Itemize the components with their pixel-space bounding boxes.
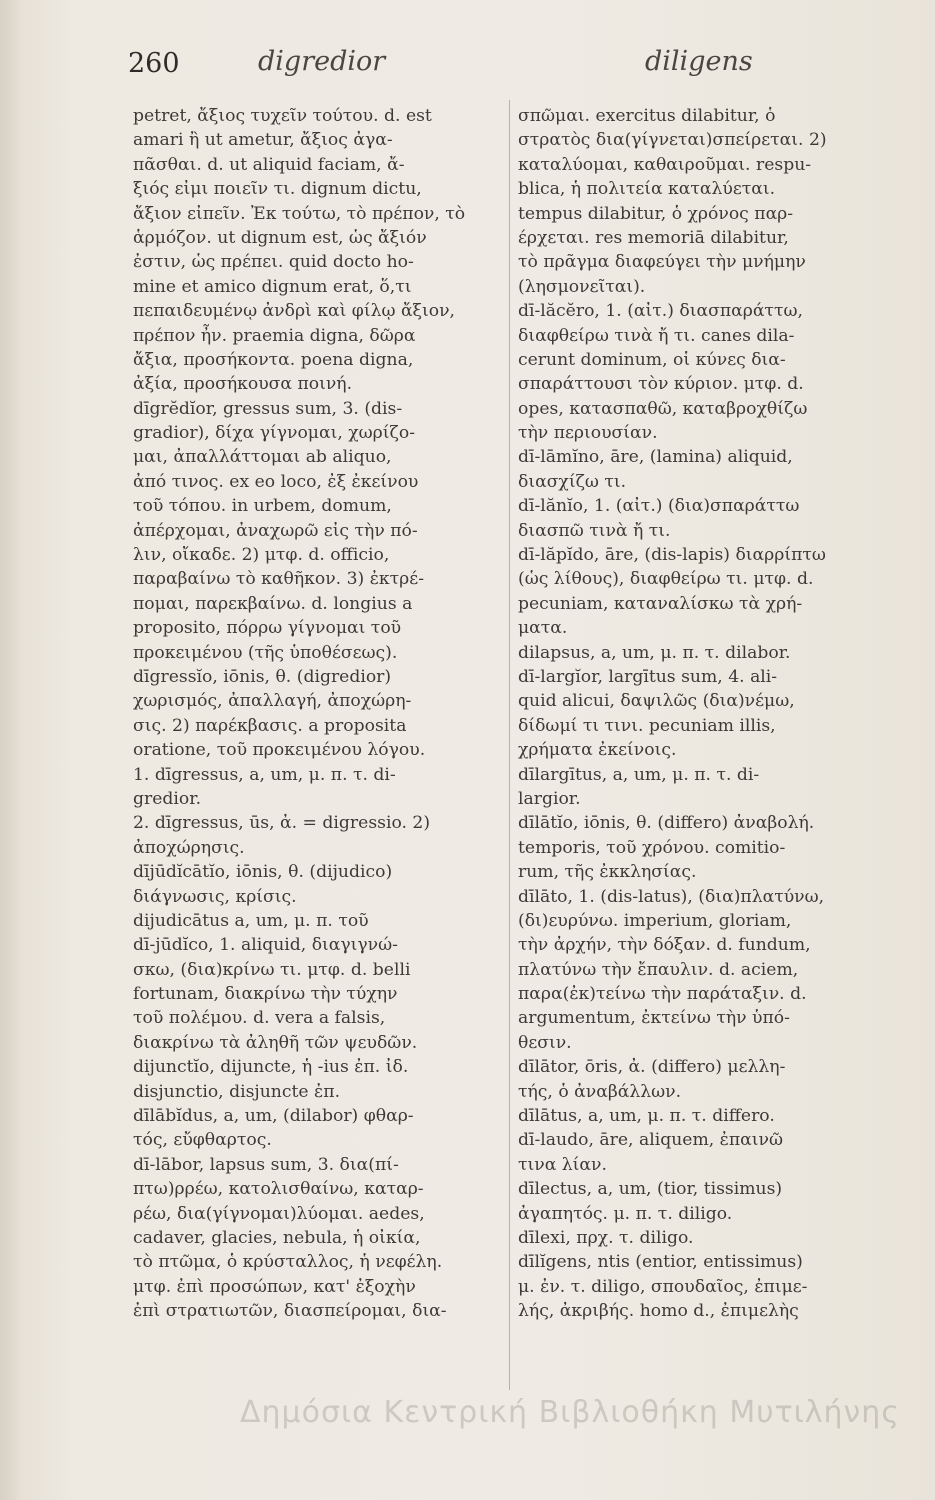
text-line: σις. 2) παρέκβασις. a proposita: [133, 715, 407, 736]
text-line: πομαι, παρεκβαίνω. d. longius a: [133, 593, 413, 614]
running-headword-right: diligens: [645, 46, 753, 77]
text-line: χωρισμός, ἀπαλλαγή, ἀποχώρη-: [133, 691, 412, 712]
text-line: petret, ἄξιος τυχεῖν τούτου. d. est: [133, 106, 432, 126]
text-line: ἄξιον εἰπεῖν. Ἐκ τούτω, τὸ πρέπον, τὸ: [133, 203, 466, 224]
text-line: dīlātus, a, um, μ. π. τ. differo.: [518, 1106, 775, 1127]
text-line: temporis, τοῦ χρόνου. comitio-: [518, 837, 786, 858]
running-headword-left: digredior: [258, 46, 386, 77]
text-line: ἄξια, προσήκοντα. poena digna,: [133, 349, 414, 370]
text-line: tempus dilabitur, ὁ χρόνος παρ-: [518, 203, 794, 224]
text-line: θεσιν.: [518, 1032, 572, 1053]
text-line: χρήματα ἐκείνοις.: [518, 740, 677, 761]
text-line: μ. ἐν. τ. diligo, σπουδαῖος, ἐπιμε-: [518, 1276, 808, 1297]
text-line: dīlargītus, a, um, μ. π. τ. di-: [518, 764, 760, 785]
text-line: dī-lăpĭdo, āre, (dis-lapis) διαρρίπτω: [518, 545, 826, 566]
text-line: dīlābĭdus, a, um, (dilabor) φθαρ-: [133, 1106, 414, 1127]
text-line: disjunctio, disjuncte ἐπ.: [133, 1081, 341, 1102]
text-line: πρέπον ἦν. praemia digna, δῶρα: [133, 325, 416, 346]
text-line: cadaver, glacies, nebula, ἡ οἰκία,: [133, 1227, 421, 1248]
library-watermark: Δημόσια Κεντρική Βιβλιοθήκη Μυτιλήνης: [240, 1395, 900, 1430]
text-line: τινα λίαν.: [518, 1154, 607, 1175]
text-line: dijudicātus a, um, μ. π. τοῦ: [133, 910, 369, 931]
text-line: mine et amico dignum erat, ὅ,τι: [133, 276, 412, 297]
text-line: πεπαιδευμένῳ ἀνδρὶ καὶ φίλῳ ἄξιον,: [133, 301, 456, 322]
text-line: ἐστιν, ὡς πρέπει. quid docto ho-: [133, 252, 414, 273]
text-line: καταλύομαι, καθαιροῦμαι. respu-: [518, 154, 812, 175]
text-line: dilapsus, a, um, μ. π. τ. dilabor.: [518, 642, 791, 663]
text-line: πτω)ρρέω, κατολισθαίνω, καταρ-: [133, 1179, 424, 1200]
text-line: σπῶμαι. exercitus dilabitur, ὁ: [518, 106, 776, 126]
text-line: dīlāto, 1. (dis-latus), (δια)πλατύνω,: [518, 886, 825, 907]
text-line: στρατὸς δια(γίγνεται)σπείρεται. 2): [518, 130, 827, 151]
text-line: dīgressĭo, iōnis, θ. (digredior): [133, 666, 392, 687]
text-line: τοῦ πολέμου. d. vera a falsis,: [133, 1008, 386, 1029]
text-line: τός, εὔφθαρτος.: [133, 1130, 272, 1151]
text-line: opes, κατασπαθῶ, καταβροχθίζω: [518, 398, 808, 419]
column-divider: [509, 100, 510, 1390]
text-line: ξιός εἰμι ποιεῖν τι. dignum dictu,: [133, 179, 422, 200]
text-line: διαφθείρω τινὰ ἤ τι. canes dila-: [518, 325, 795, 346]
text-line: dī-jūdĭco, 1. aliquid, διαγιγνώ-: [133, 935, 398, 956]
text-line: gredior.: [133, 788, 202, 809]
text-line: dī-lāmĭno, āre, (lamina) aliquid,: [518, 447, 793, 468]
text-line: διάγνωσις, κρίσις.: [133, 886, 297, 907]
text-line: (λησμονεῖται).: [518, 276, 646, 297]
text-line: προκειμένου (τῆς ὑποθέσεως).: [133, 642, 398, 663]
text-line: τοῦ τόπου. in urbem, domum,: [133, 496, 392, 517]
text-line: ἀποχώρησις.: [133, 837, 245, 858]
text-line: λής, ἀκριβής. homo d., ἐπιμελὴς: [518, 1301, 799, 1322]
text-line: διακρίνω τὰ ἀληθῆ τῶν ψευδῶν.: [133, 1032, 418, 1053]
text-line: amari ἢ ut ametur, ἄξιος ἀγα-: [133, 130, 393, 151]
text-line: proposito, πόρρω γίγνομαι τοῦ: [133, 618, 402, 639]
text-line: ἁρμόζον. ut dignum est, ὡς ἄξιόν: [133, 227, 427, 248]
text-line: fortunam, διακρίνω τὴν τύχην: [133, 984, 398, 1005]
text-line: ἀξία, προσήκουσα ποινή.: [133, 374, 353, 395]
text-line: argumentum, ἐκτείνω τὴν ὑπό-: [518, 1008, 790, 1029]
page-number: 260: [128, 48, 180, 79]
text-line: ἀγαπητός. μ. π. τ. diligo.: [518, 1203, 733, 1224]
left-column: [133, 104, 503, 1324]
text-line: dīlātĭo, iōnis, θ. (differo) ἀναβολή.: [518, 813, 815, 834]
text-line: dī-lănĭo, 1. (αἰτ.) (δια)σπαράττω: [518, 496, 800, 517]
text-line: τὴν ἀρχήν, τὴν δόξαν. d. fundum,: [518, 935, 811, 956]
text-line: ρέω, δια(γίγνομαι)λύομαι. aedes,: [133, 1203, 425, 1224]
text-line: τής, ὁ ἀναβάλλων.: [518, 1081, 682, 1102]
text-line: dī-lăcĕro, 1. (αἰτ.) διασπαράττω,: [518, 301, 803, 322]
text-line: blica, ἡ πολιτεία καταλύεται.: [518, 179, 776, 200]
text-line: ἐπὶ στρατιωτῶν, διασπείρομαι, δια-: [133, 1301, 447, 1322]
text-line: μαι, ἀπαλλάττομαι ab aliquo,: [133, 447, 392, 468]
text-line: largior.: [518, 788, 581, 809]
text-line: dīgrĕdĭor, gressus sum, 3. (dis-: [133, 398, 403, 419]
text-line: dīlectus, a, um, (tior, tissimus): [518, 1179, 783, 1200]
text-line: dī-largĭor, largītus sum, 4. ali-: [518, 666, 778, 687]
text-line: σκω, (δια)κρίνω τι. μτφ. d. belli: [133, 959, 411, 980]
text-line: 1. dīgressus, a, um, μ. π. τ. di-: [133, 764, 396, 785]
text-line: τὸ πτῶμα, ὁ κρύσταλλος, ἡ νεφέλη.: [133, 1252, 443, 1273]
text-line: rum, τῆς ἐκκλησίας.: [518, 862, 697, 883]
text-line: (ὡς λίθους), διαφθείρω τι. μτφ. d.: [518, 569, 814, 590]
text-line: μτφ. ἐπὶ προσώπων, κατ' ἐξοχὴν: [133, 1276, 416, 1297]
text-line: gradior), δίχα γίγνομαι, χωρίζο-: [133, 423, 415, 444]
right-column: [518, 104, 915, 1324]
text-line: τὴν περιουσίαν.: [518, 423, 658, 444]
text-line: έρχεται. res memoriā dilabitur,: [518, 227, 789, 248]
text-line: παρα(ἐκ)τείνω τὴν παράταξιν. d.: [518, 984, 807, 1005]
text-line: pecuniam, καταναλίσκω τὰ χρή-: [518, 593, 803, 614]
text-line: τὸ πρᾶγμα διαφεύγει τὴν μνήμην: [518, 252, 806, 273]
text-line: dījūdĭcātĭo, iōnis, θ. (dijudico): [133, 862, 393, 883]
text-line: πλατύνω τὴν ἔπαυλιν. d. aciem,: [518, 959, 799, 980]
text-line: cerunt dominum, οἱ κύνες δια-: [518, 349, 786, 370]
text-line: ἀπό τινος. ex eo loco, ἐξ ἐκείνου: [133, 471, 419, 492]
text-line: quid alicui, δαψιλῶς (δια)νέμω,: [518, 691, 795, 712]
page-header: [0, 44, 935, 94]
text-line: dīlātor, ōris, ἀ. (differo) μελλη-: [518, 1057, 786, 1078]
text-line: πᾶσθαι. d. ut aliquid faciam, ἄ-: [133, 154, 405, 175]
text-line: 2. dīgressus, ūs, ἀ. = digressio. 2): [133, 813, 431, 834]
text-line: oratione, τοῦ προκειμένου λόγου.: [133, 740, 426, 761]
text-line: δίδωμί τι τινι. pecuniam illis,: [518, 715, 776, 736]
text-line: dijunctĭo, dijuncte, ἡ -ius ἐπ. ἰδ.: [133, 1057, 409, 1078]
page-spine-shadow: [0, 0, 22, 1500]
text-line: dī-laudo, āre, aliquem, ἐπαινῶ: [518, 1130, 783, 1151]
text-line: dī-lābor, lapsus sum, 3. δια(πί-: [133, 1154, 399, 1175]
text-line: ἀπέρχομαι, ἀναχωρῶ εἰς τὴν πό-: [133, 520, 418, 541]
text-line: ματα.: [518, 618, 568, 639]
text-line: λιν, οἴκαδε. 2) μτφ. d. officio,: [133, 545, 390, 566]
text-line: διασπῶ τινὰ ἤ τι.: [518, 520, 671, 541]
text-line: διασχίζω τι.: [518, 471, 627, 492]
text-line: σπαράττουσι τὸν κύριον. μτφ. d.: [518, 374, 804, 395]
text-line: (δι)ευρύνω. imperium, gloriam,: [518, 910, 792, 931]
text-line: παραβαίνω τὸ καθῆκον. 3) ἐκτρέ-: [133, 569, 424, 590]
text-line: dīlexi, πρχ. τ. diligo.: [518, 1227, 694, 1248]
text-line: dīlĭgens, ntis (entior, entissimus): [518, 1252, 803, 1273]
